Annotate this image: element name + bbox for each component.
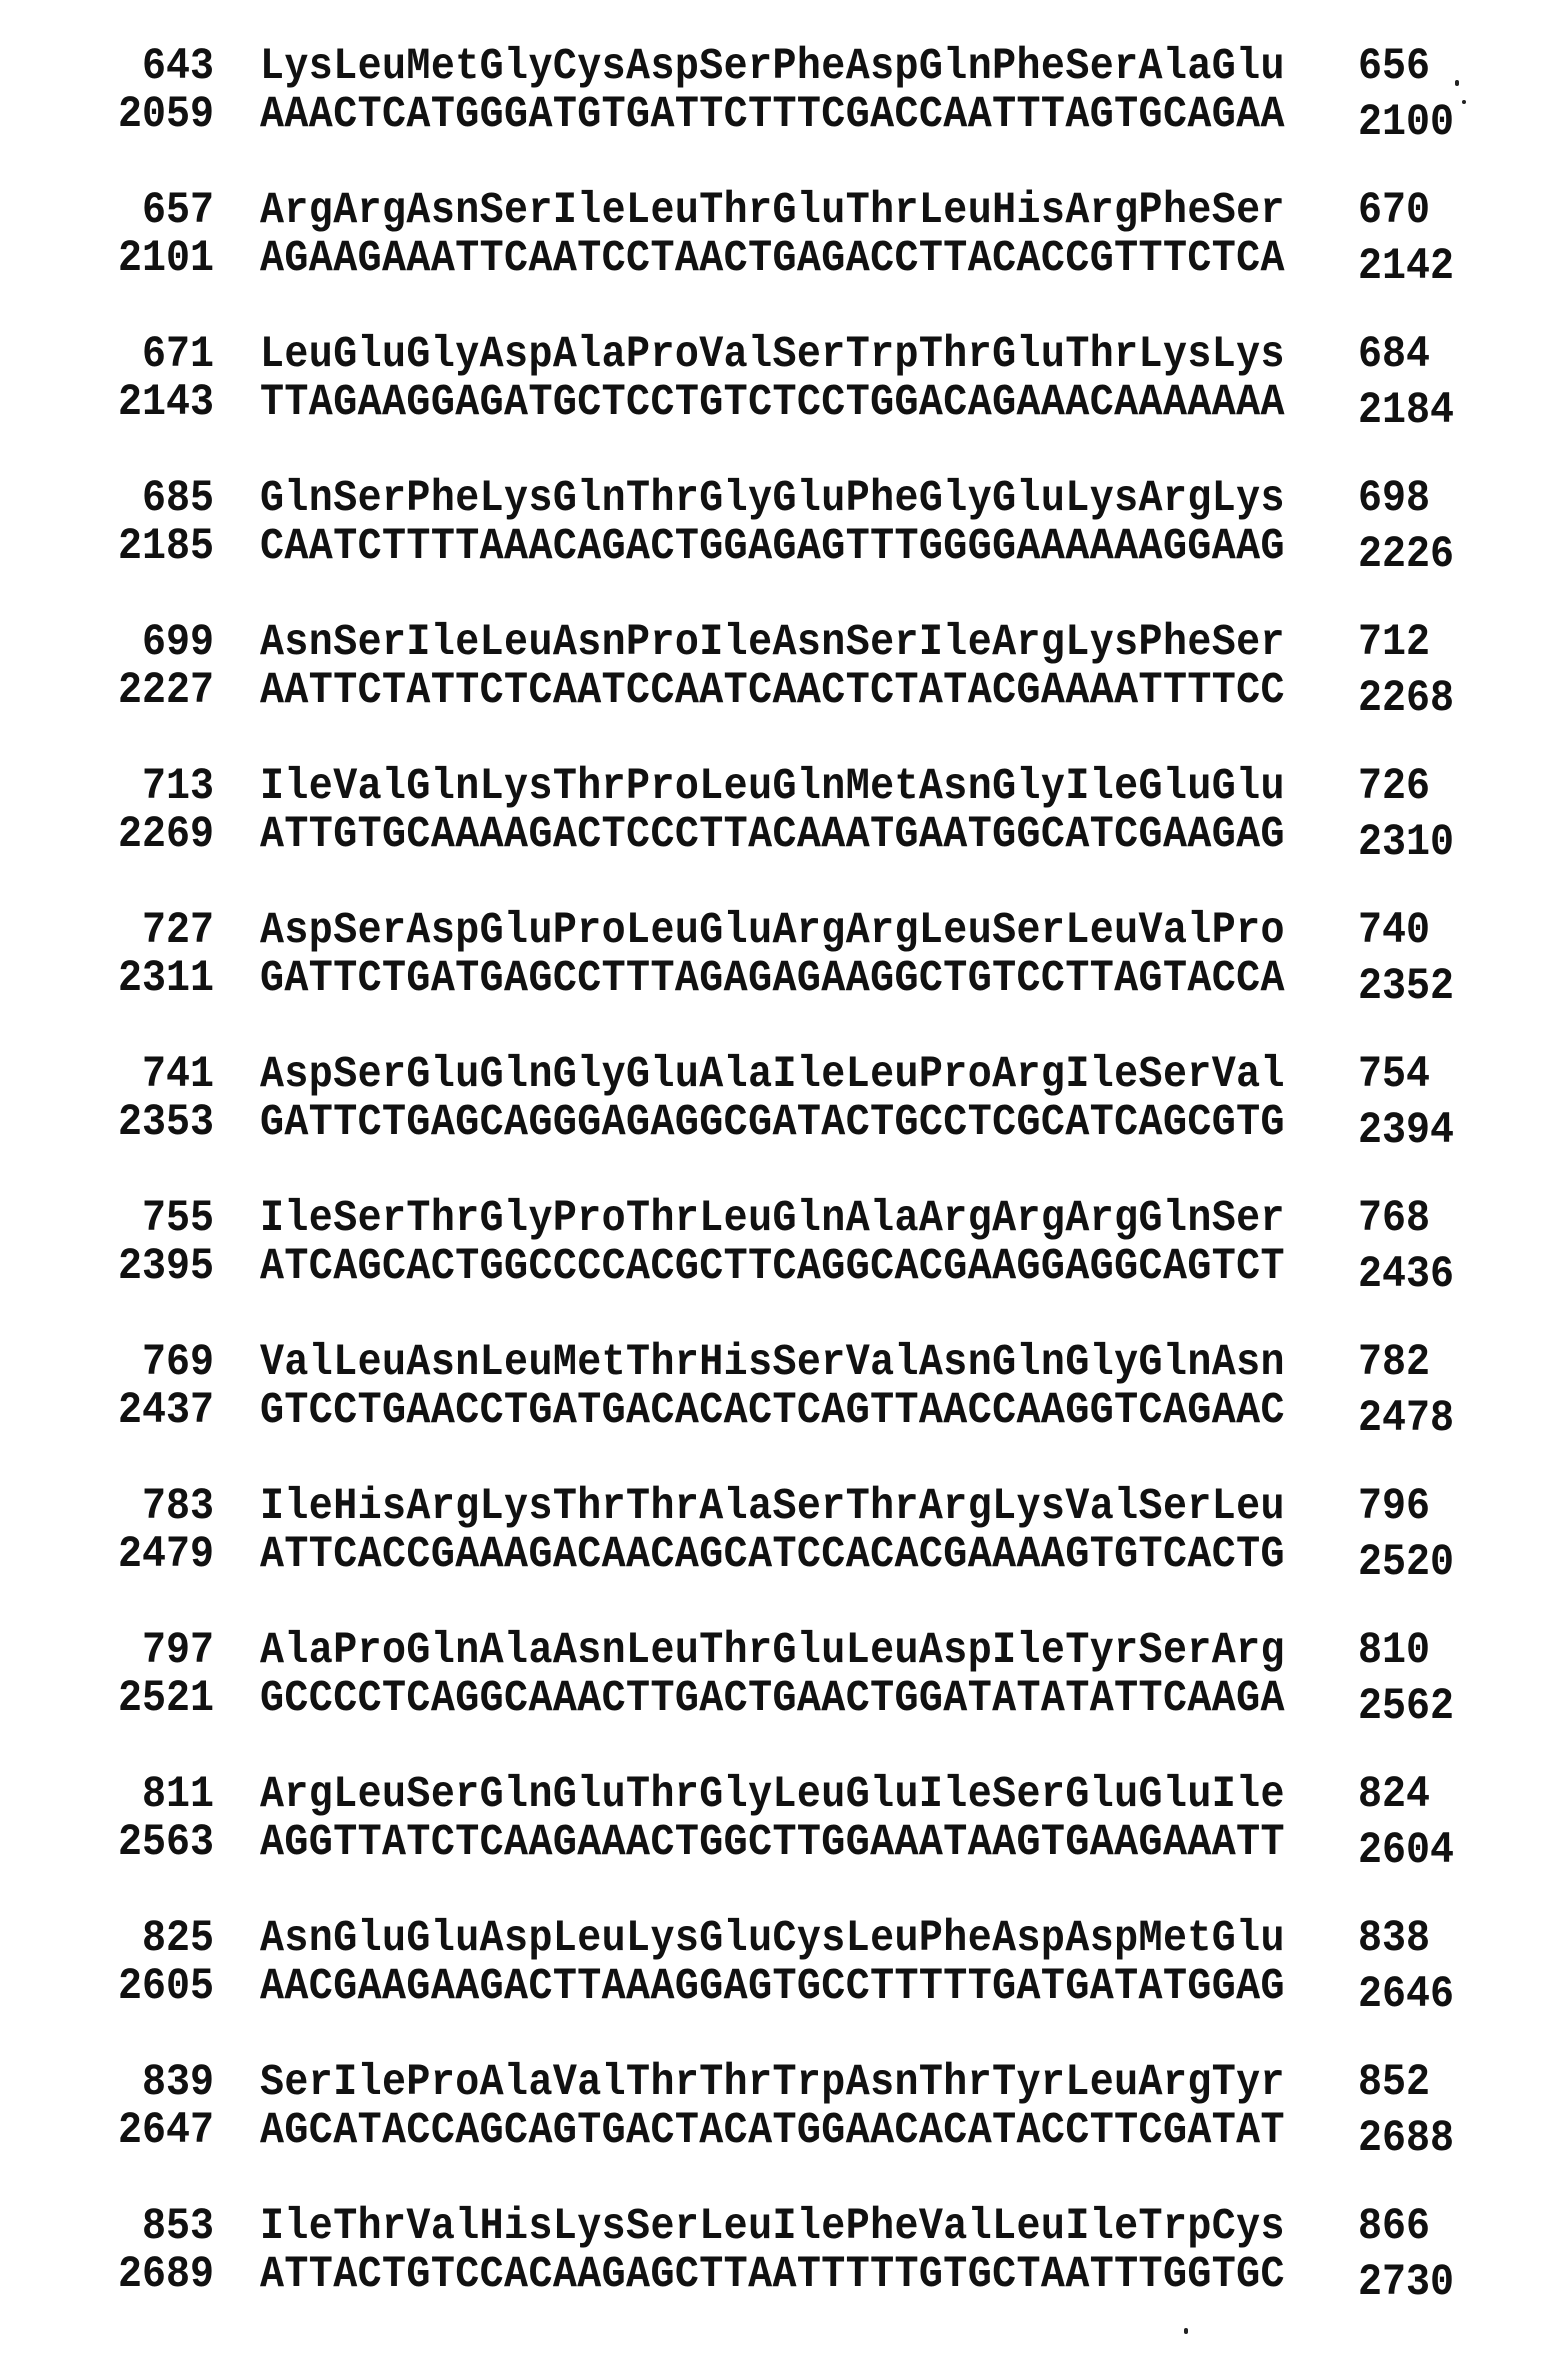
nt-start-number: 2143 (118, 377, 214, 431)
nucleotide-sequence: ATCAGCACTGGCCCCACGCTTCAGGCACGAAGGAGGCAGTCT (260, 1241, 1285, 1295)
nt-end-number: 2478 (1358, 1393, 1454, 1447)
nt-start-number: 2647 (118, 2105, 214, 2159)
amino-acid-sequence: IleValGlnLysThrProLeuGlnMetAsnGlyIleGluGlu (260, 761, 1285, 815)
sequence-block (0, 1008, 1568, 1152)
aa-start-number: 699 (142, 617, 214, 671)
nt-end-number: 2226 (1358, 529, 1454, 583)
nt-end-number: 2604 (1358, 1825, 1454, 1879)
nt-end-number: 2100 (1358, 97, 1454, 151)
scan-speck (1455, 80, 1459, 86)
sequence-block (0, 864, 1568, 1008)
amino-acid-sequence: LysLeuMetGlyCysAspSerPheAspGlnPheSerAlaGlu (260, 41, 1285, 95)
nucleotide-sequence: AATTCTATTCTCAATCCAATCAACTCTATACGAAAATTTTCC (260, 665, 1285, 719)
amino-acid-sequence: ArgLeuSerGlnGluThrGlyLeuGluIleSerGluGluIle (260, 1769, 1285, 1823)
nt-start-number: 2521 (118, 1673, 214, 1727)
sequence-block (0, 2016, 1568, 2160)
aa-start-number: 685 (142, 473, 214, 527)
nt-end-number: 2688 (1358, 2113, 1454, 2167)
scan-speck (1462, 100, 1466, 104)
nt-end-number: 2394 (1358, 1105, 1454, 1159)
aa-start-number: 825 (142, 1913, 214, 1967)
sequence-block (0, 288, 1568, 432)
nt-start-number: 2563 (118, 1817, 214, 1871)
scan-speck (1184, 2328, 1188, 2334)
sequence-block (0, 0, 1568, 144)
aa-start-number: 769 (142, 1337, 214, 1391)
nucleotide-sequence: CAATCTTTTAAACAGACTGGAGAGTTTGGGGAAAAAAGGAAG (260, 521, 1285, 575)
nucleotide-sequence: GATTCTGAGCAGGGAGAGGCGATACTGCCTCGCATCAGCGTG (260, 1097, 1285, 1151)
aa-start-number: 713 (142, 761, 214, 815)
nt-start-number: 2353 (118, 1097, 214, 1151)
nt-start-number: 2437 (118, 1385, 214, 1439)
sequence-block (0, 1584, 1568, 1728)
sequence-block (0, 576, 1568, 720)
nucleotide-sequence: GTCCTGAACCTGATGACACACTCAGTTAACCAAGGTCAGAAC (260, 1385, 1285, 1439)
aa-end-number: 740 (1358, 905, 1430, 959)
nt-start-number: 2605 (118, 1961, 214, 2015)
amino-acid-sequence: IleSerThrGlyProThrLeuGlnAlaArgArgArgGlnSer (260, 1193, 1285, 1247)
amino-acid-sequence: AspSerGluGlnGlyGluAlaIleLeuProArgIleSerVal (260, 1049, 1285, 1103)
nt-end-number: 2142 (1358, 241, 1454, 295)
nt-start-number: 2311 (118, 953, 214, 1007)
aa-end-number: 810 (1358, 1625, 1430, 1679)
nt-start-number: 2269 (118, 809, 214, 863)
aa-end-number: 824 (1358, 1769, 1430, 1823)
aa-start-number: 839 (142, 2057, 214, 2111)
aa-start-number: 755 (142, 1193, 214, 1247)
aa-end-number: 698 (1358, 473, 1430, 527)
sequence-block (0, 2160, 1568, 2304)
aa-end-number: 796 (1358, 1481, 1430, 1535)
aa-start-number: 741 (142, 1049, 214, 1103)
amino-acid-sequence: GlnSerPheLysGlnThrGlyGluPheGlyGluLysArgLys (260, 473, 1285, 527)
nucleotide-sequence: ATTACTGTCCACAAGAGCTTAATTTTTGTGCTAATTTGGTGC (260, 2249, 1285, 2303)
aa-start-number: 853 (142, 2201, 214, 2255)
amino-acid-sequence: SerIleProAlaValThrThrTrpAsnThrTyrLeuArgTyr (260, 2057, 1285, 2111)
aa-start-number: 671 (142, 329, 214, 383)
aa-end-number: 684 (1358, 329, 1430, 383)
nucleotide-sequence: GATTCTGATGAGCCTTTAGAGAGAAGGCTGTCCTTAGTACCA (260, 953, 1285, 1007)
sequence-block (0, 1872, 1568, 2016)
aa-end-number: 782 (1358, 1337, 1430, 1391)
aa-end-number: 754 (1358, 1049, 1430, 1103)
nucleotide-sequence: AGGTTATCTCAAGAAACTGGCTTGGAAATAAGTGAAGAAATT (260, 1817, 1285, 1871)
aa-end-number: 712 (1358, 617, 1430, 671)
nt-end-number: 2436 (1358, 1249, 1454, 1303)
aa-start-number: 727 (142, 905, 214, 959)
nt-start-number: 2689 (118, 2249, 214, 2303)
nt-end-number: 2184 (1358, 385, 1454, 439)
aa-end-number: 768 (1358, 1193, 1430, 1247)
sequence-block (0, 1152, 1568, 1296)
sequence-block (0, 1296, 1568, 1440)
amino-acid-sequence: IleThrValHisLysSerLeuIlePheValLeuIleTrpCys (260, 2201, 1285, 2255)
nucleotide-sequence: AGAAGAAATTCAATCCTAACTGAGACCTTACACCGTTTCTCA (260, 233, 1285, 287)
aa-start-number: 797 (142, 1625, 214, 1679)
nt-end-number: 2352 (1358, 961, 1454, 1015)
aa-end-number: 670 (1358, 185, 1430, 239)
amino-acid-sequence: AsnSerIleLeuAsnProIleAsnSerIleArgLysPheSer (260, 617, 1285, 671)
nt-start-number: 2059 (118, 89, 214, 143)
amino-acid-sequence: AlaProGlnAlaAsnLeuThrGluLeuAspIleTyrSerArg (260, 1625, 1285, 1679)
aa-start-number: 783 (142, 1481, 214, 1535)
nt-start-number: 2101 (118, 233, 214, 287)
aa-start-number: 657 (142, 185, 214, 239)
nucleotide-sequence: GCCCCTCAGGCAAACTTGACTGAACTGGATATATATTCAAGA (260, 1673, 1285, 1727)
aa-end-number: 852 (1358, 2057, 1430, 2111)
nt-start-number: 2185 (118, 521, 214, 575)
nt-end-number: 2268 (1358, 673, 1454, 727)
sequence-block (0, 1440, 1568, 1584)
nt-end-number: 2520 (1358, 1537, 1454, 1591)
amino-acid-sequence: AspSerAspGluProLeuGluArgArgLeuSerLeuValPro (260, 905, 1285, 959)
aa-end-number: 866 (1358, 2201, 1430, 2255)
sequence-block (0, 432, 1568, 576)
amino-acid-sequence: ArgArgAsnSerIleLeuThrGluThrLeuHisArgPheSer (260, 185, 1285, 239)
sequence-block (0, 720, 1568, 864)
nt-start-number: 2227 (118, 665, 214, 719)
nucleotide-sequence: ATTGTGCAAAAGACTCCCTTACAAATGAATGGCATCGAAGAG (260, 809, 1285, 863)
nt-end-number: 2562 (1358, 1681, 1454, 1735)
nt-end-number: 2730 (1358, 2257, 1454, 2311)
amino-acid-sequence: ValLeuAsnLeuMetThrHisSerValAsnGlnGlyGlnAsn (260, 1337, 1285, 1391)
amino-acid-sequence: AsnGluGluAspLeuLysGluCysLeuPheAspAspMetGlu (260, 1913, 1285, 1967)
amino-acid-sequence: LeuGluGlyAspAlaProValSerTrpThrGluThrLysLys (260, 329, 1285, 383)
nt-end-number: 2310 (1358, 817, 1454, 871)
aa-start-number: 643 (142, 41, 214, 95)
nucleotide-sequence: AACGAAGAAGACTTAAAGGAGTGCCTTTTTGATGATATGGAG (260, 1961, 1285, 2015)
aa-start-number: 811 (142, 1769, 214, 1823)
sequence-block (0, 144, 1568, 288)
aa-end-number: 656 (1358, 41, 1430, 95)
amino-acid-sequence: IleHisArgLysThrThrAlaSerThrArgLysValSerLeu (260, 1481, 1285, 1535)
nt-start-number: 2479 (118, 1529, 214, 1583)
nt-start-number: 2395 (118, 1241, 214, 1295)
aa-end-number: 838 (1358, 1913, 1430, 1967)
aa-end-number: 726 (1358, 761, 1430, 815)
nucleotide-sequence: TTAGAAGGAGATGCTCCTGTCTCCTGGACAGAAACAAAAAAA (260, 377, 1285, 431)
nt-end-number: 2646 (1358, 1969, 1454, 2023)
sequence-block (0, 1728, 1568, 1872)
nucleotide-sequence: AGCATACCAGCAGTGACTACATGGAACACATACCTTCGATAT (260, 2105, 1285, 2159)
nucleotide-sequence: AAACTCATGGGATGTGATTCTTTCGACCAATTTAGTGCAGAA (260, 89, 1285, 143)
nucleotide-sequence: ATTCACCGAAAGACAACAGCATCCACACGAAAAGTGTCACTG (260, 1529, 1285, 1583)
